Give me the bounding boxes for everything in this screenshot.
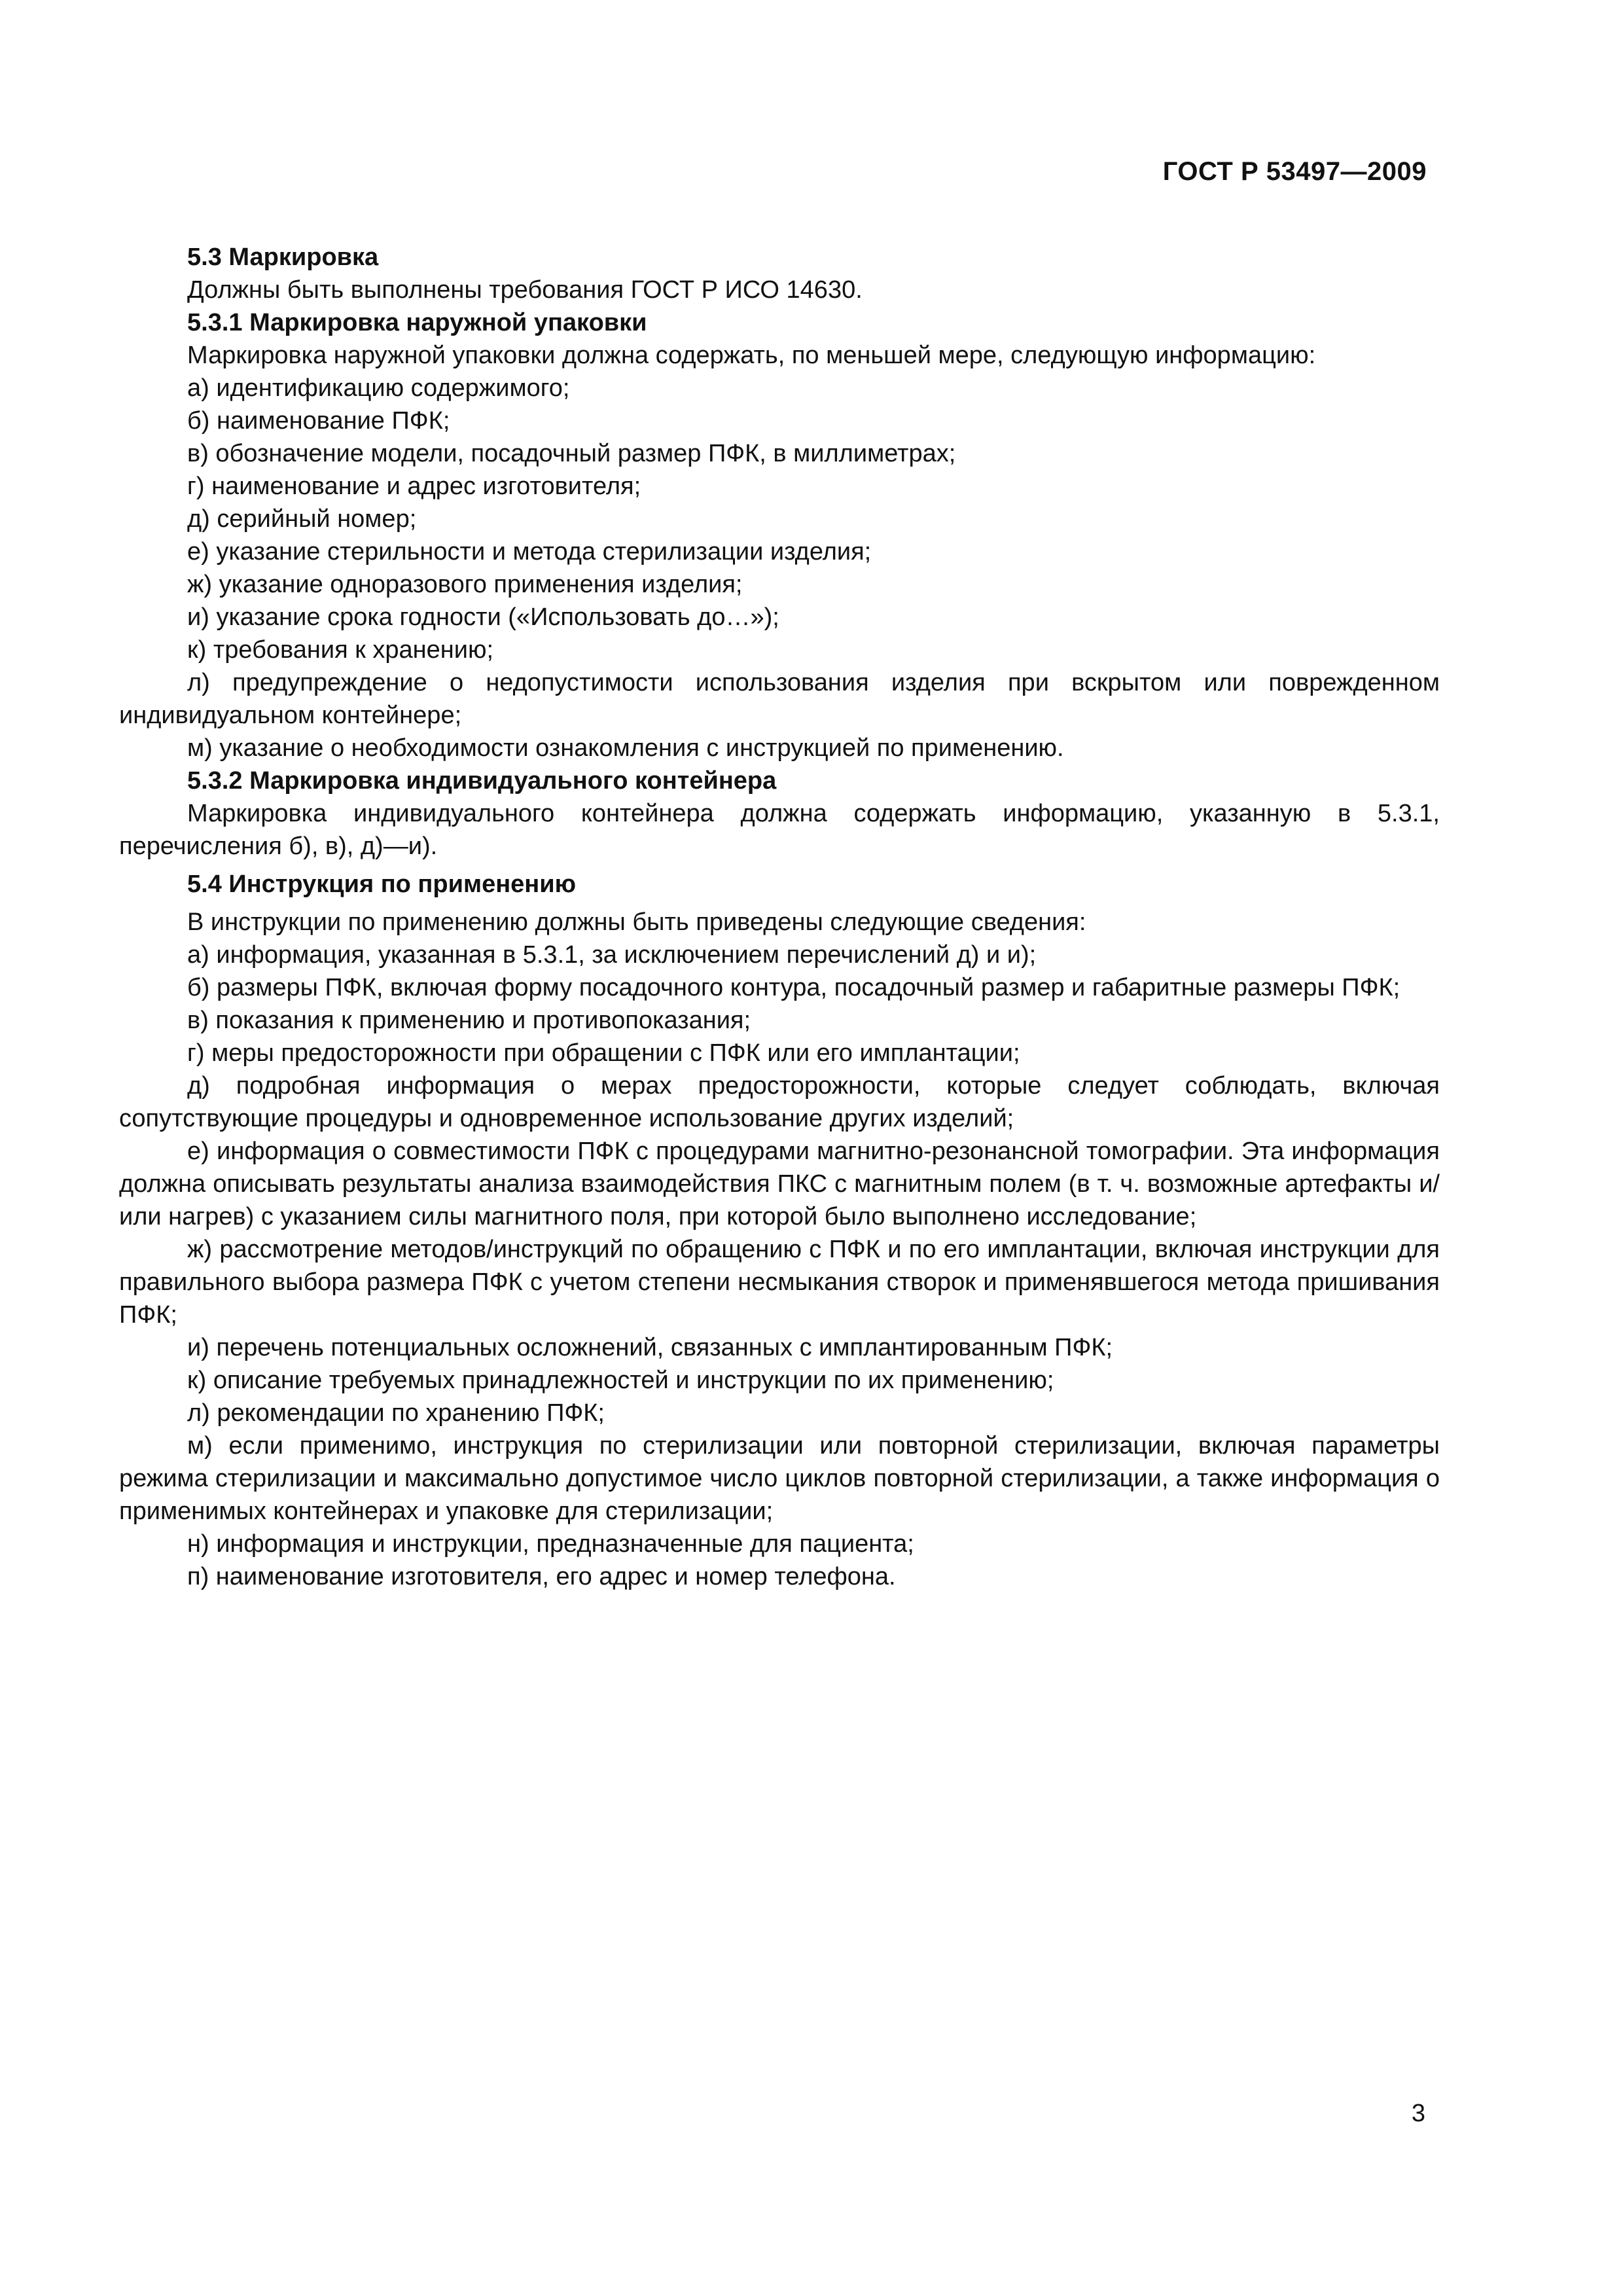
list-item: н) информация и инструкции, предназначенные для пациента; bbox=[187, 1530, 914, 1558]
list-item: д) подробная информация о мерах предосторожности, которые следует соблюдать, включая сопутствующие процедуры и одновременное использование других изделий; bbox=[119, 1072, 1440, 1132]
list-item: в) показания к применению и противопоказания; bbox=[187, 1007, 751, 1034]
list-item: ж) указание одноразового применения изделия; bbox=[187, 571, 743, 598]
section-5-3-2-body: Маркировка индивидуального контейнера должна содержать информацию, указанную в 5.3.1, перечисления б), в), д)—и). bbox=[119, 800, 1440, 860]
list-item: б) наименование ПФК; bbox=[187, 407, 450, 435]
list-item: л) предупреждение о недопустимости использования изделия при вскрытом или поврежденном индивидуальном контейнере; bbox=[119, 669, 1440, 729]
list-item: г) наименование и адрес изготовителя; bbox=[187, 473, 641, 500]
list-item: и) перечень потенциальных осложнений, связанных с имплантированным ПФК; bbox=[187, 1334, 1113, 1361]
list-item: к) описание требуемых принадлежностей и инструкции по их применению; bbox=[187, 1367, 1054, 1394]
list-item: ж) рассмотрение методов/инструкций по обращению с ПФК и по его имплантации, включая инструкции для правильного выбора размера ПФК с учетом степени несмыкания створок и применявшегося метода пришивания ПФК; bbox=[119, 1236, 1440, 1329]
list-item: г) меры предосторожности при обращении с ПФК или его имплантации; bbox=[187, 1039, 1020, 1067]
list-item: п) наименование изготовителя, его адрес и номер телефона. bbox=[187, 1563, 896, 1590]
section-5-4-intro: В инструкции по применению должны быть приведены следующие сведения: bbox=[187, 908, 1086, 936]
document-body bbox=[119, 241, 1440, 1593]
list-item: л) рекомендации по хранению ПФК; bbox=[187, 1399, 605, 1427]
section-5-3-heading: 5.3 Маркировка bbox=[187, 243, 379, 271]
list-item: и) указание срока годности («Использовать до…»); bbox=[187, 603, 779, 631]
list-item: м) указание о необходимости ознакомления с инструкцией по применению. bbox=[187, 734, 1064, 762]
section-5-4-heading: 5.4 Инструкция по применению bbox=[187, 870, 577, 898]
list-item: е) указание стерильности и метода стерилизации изделия; bbox=[187, 538, 872, 565]
list-item: в) обозначение модели, посадочный размер ПФК, в миллиметрах; bbox=[187, 440, 956, 467]
standard-header: ГОСТ Р 53497—2009 bbox=[1162, 157, 1427, 186]
page-number: 3 bbox=[1411, 2100, 1425, 2127]
list-item: а) идентификацию содержимого; bbox=[187, 374, 570, 402]
list-item: д) серийный номер; bbox=[187, 505, 417, 533]
list-item: а) информация, указанная в 5.3.1, за исключением перечислений д) и и); bbox=[187, 941, 1037, 969]
section-5-3-intro: Должны быть выполнены требования ГОСТ Р ИСО 14630. bbox=[187, 276, 863, 304]
list-item: б) размеры ПФК, включая форму посадочного контура, посадочный размер и габаритные размеры ПФК; bbox=[187, 974, 1400, 1001]
list-item: к) требования к хранению; bbox=[187, 636, 494, 664]
section-5-3-2-heading: 5.3.2 Маркировка индивидуального контейнера bbox=[187, 767, 777, 795]
list-item: е) информация о совместимости ПФК с процедурами магнитно-резонансной томографии. Эта информация должна описывать результаты анализа взаимодействия ПКС с магнитным полем (в т. ч. возможные артефакты и/или нагрев) с указанием силы магнитного поля, при которой было выполнено исследование; bbox=[119, 1138, 1440, 1230]
section-5-3-1-intro: Маркировка наружной упаковки должна содержать, по меньшей мере, следующую информацию: bbox=[187, 342, 1316, 369]
section-5-3-1-heading: 5.3.1 Маркировка наружной упаковки bbox=[187, 309, 647, 336]
list-item: м) если применимо, инструкция по стерилизации или повторной стерилизации, включая параметры режима стерилизации и максимально допустимое число циклов повторной стерилизации, а также информация о применимых контейнерах и упаковке для стерилизации; bbox=[119, 1432, 1440, 1525]
